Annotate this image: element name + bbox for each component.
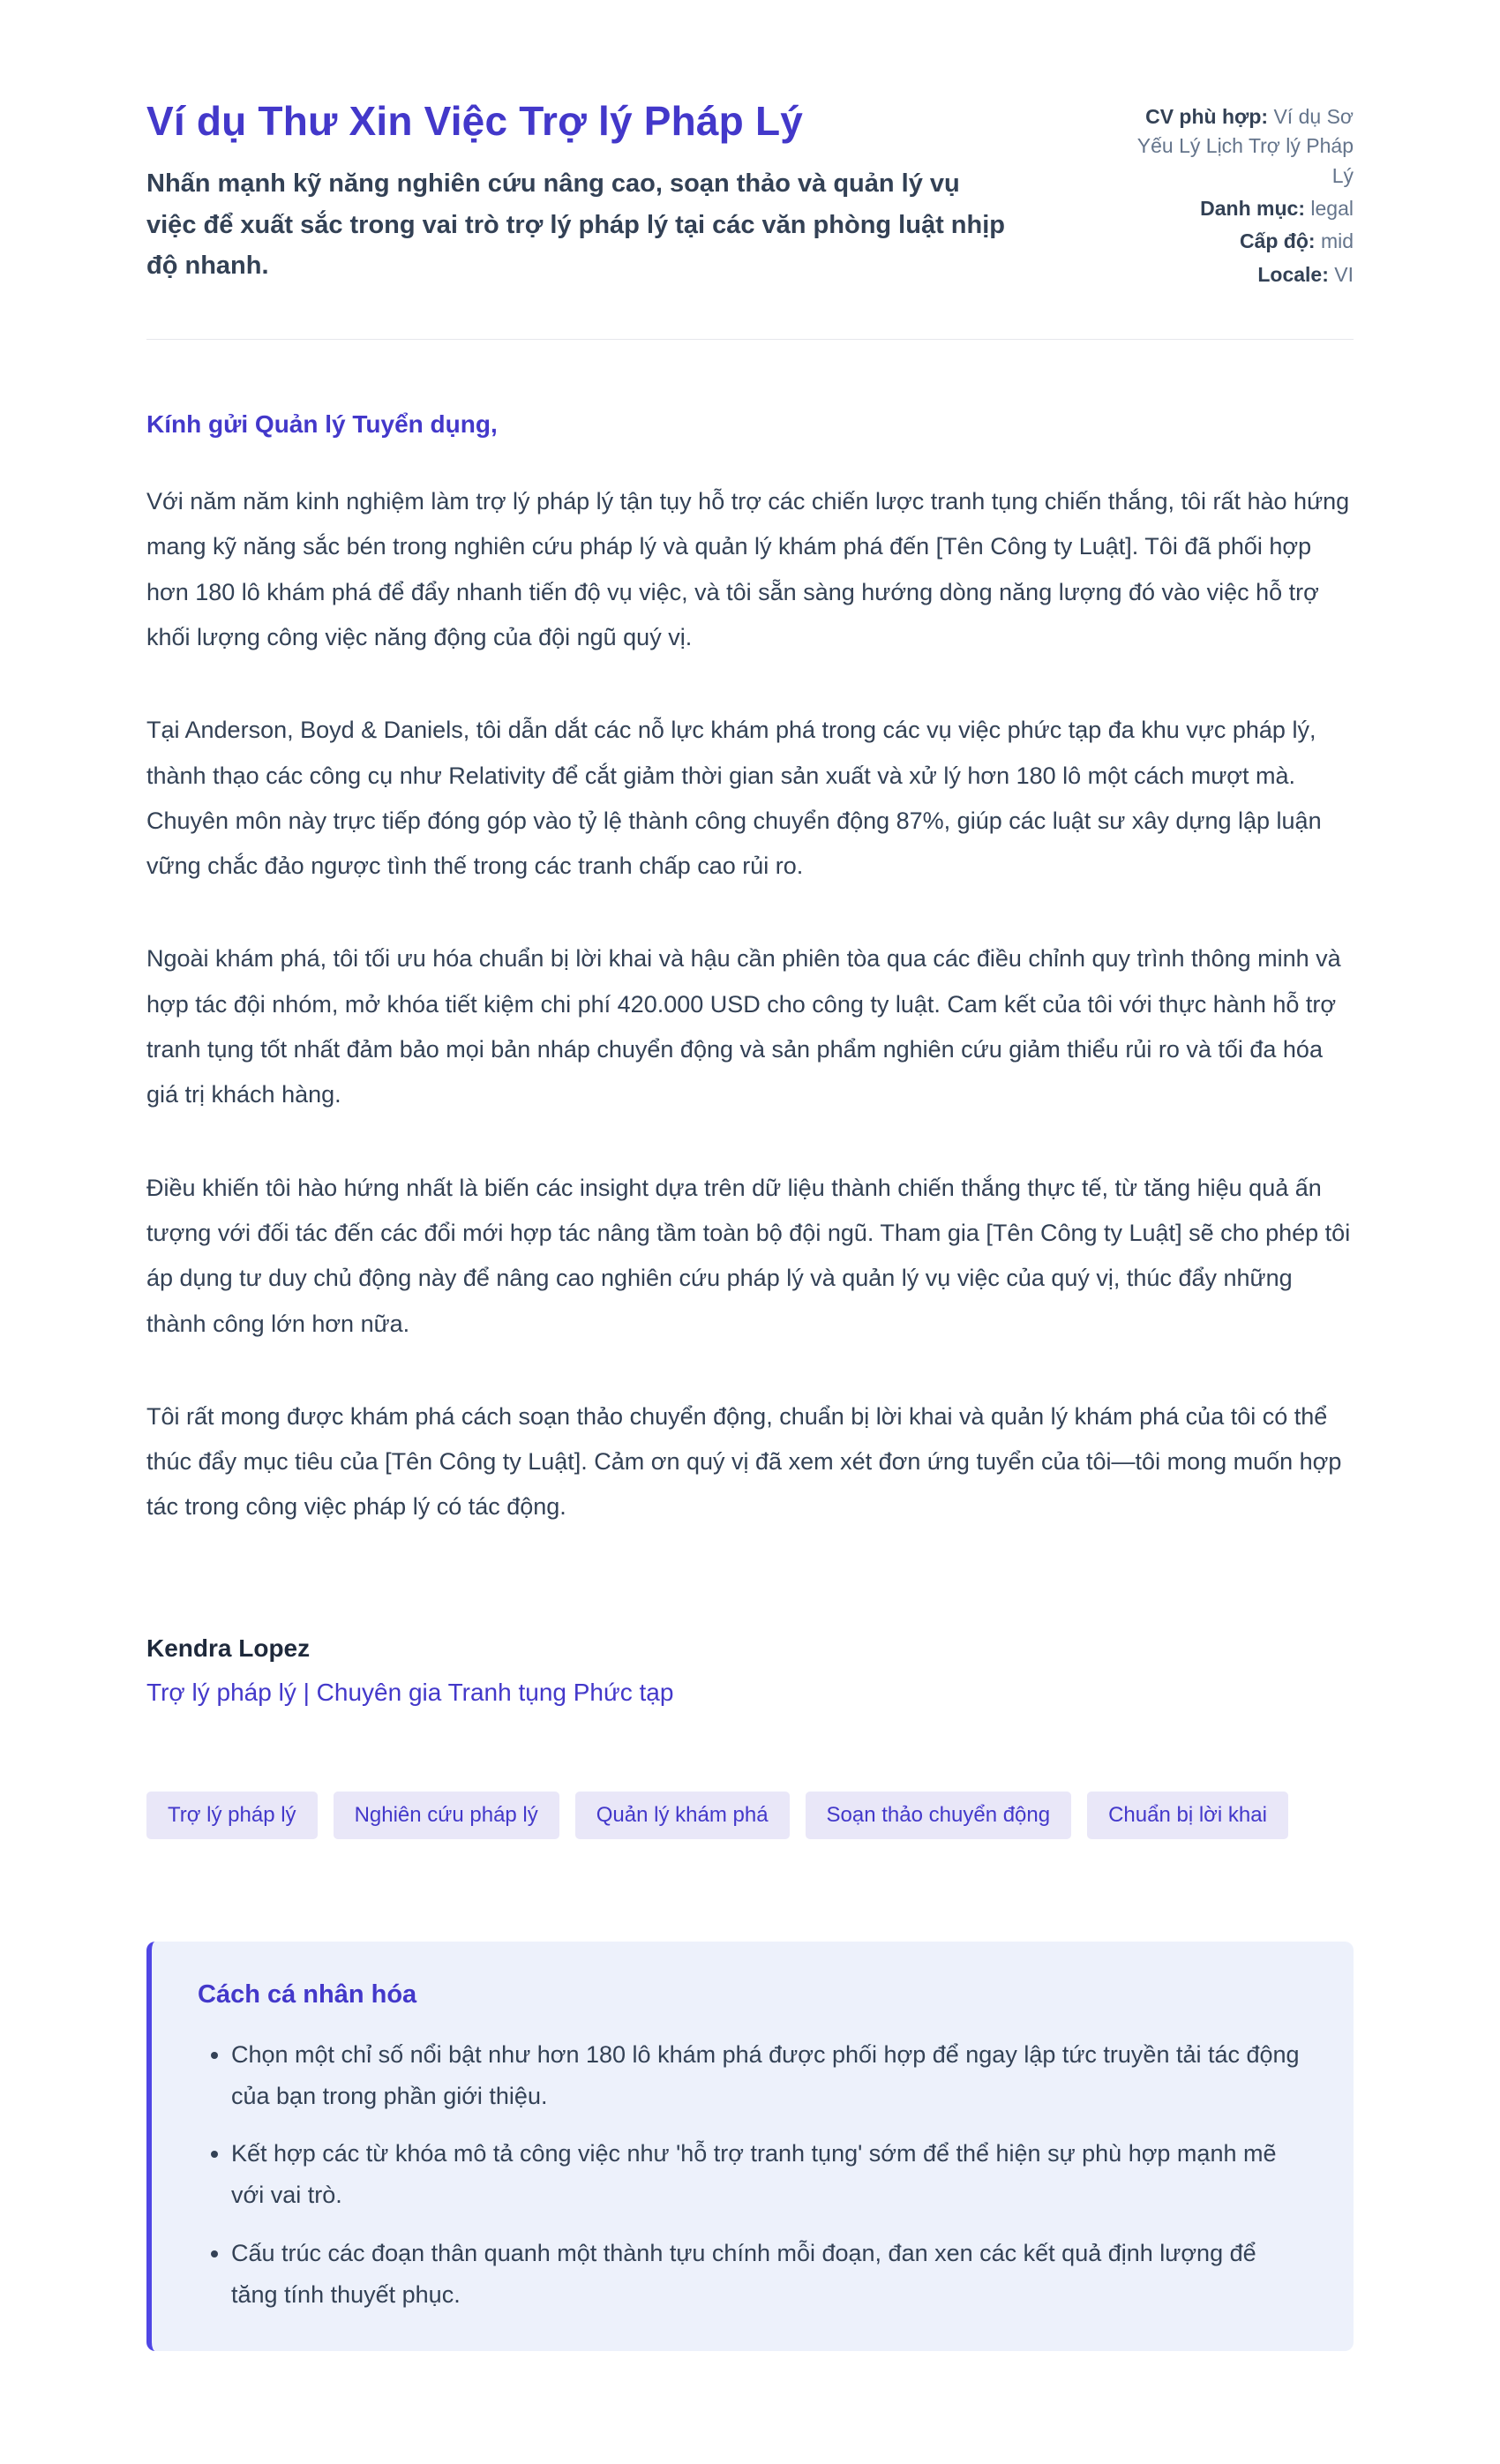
tag-chip-deposition-prep: Chuẩn bị lời khai (1087, 1792, 1288, 1839)
meta-label-locale: Locale: (1257, 262, 1329, 286)
tag-chip-discovery-management: Quản lý khám phá (575, 1792, 790, 1839)
signature-block (146, 1634, 1354, 1707)
document-meta (1115, 97, 1354, 293)
letter-paragraph-2: Tại Anderson, Boyd & Daniels, tôi dẫn dắt các nỗ lực khám phá trong các vụ việc phức tạp đa khu vực pháp lý, thành thạo các công cụ như Relativity để cắt giảm thời gian sản xuất và xử lý hơn 180 lô một cách mượt mà. Chuyên môn này trực tiếp đóng góp vào tỷ lệ thành công chuyển động 87%, giúp các luật sư xây dựng lập luận vững chắc đảo ngược tình thế trong các tranh chấp cao rủi ro. (146, 717, 1322, 880)
letter-paragraph-1: Với năm năm kinh nghiệm làm trợ lý pháp lý tận tụy hỗ trợ các chiến lược tranh tụng chiến thắng, tôi rất hào hứng mang kỹ năng sắc bén trong nghiên cứu pháp lý và quản lý khám phá đến [Tên Công ty Luật]. Tôi đã phối hợp hơn 180 lô khám phá để đẩy nhanh tiến độ vụ việc, và tôi sẵn sàng hướng dòng năng lượng đó vào việc hỗ trợ khối lượng công việc năng động của đội ngũ quý vị. (146, 488, 1350, 650)
letter-greeting: Kính gửi Quản lý Tuyển dụng, (146, 410, 498, 439)
header-divider (146, 339, 1354, 340)
meta-label-cv: CV phù hợp: (1145, 105, 1269, 128)
letter-paragraph-4: Điều khiến tôi hào hứng nhất là biến các insight dựa trên dữ liệu thành chiến thắng thực tế, từ tăng hiệu quả ấn tượng với đối tác đến các đổi mới hợp tác nâng tầm toàn bộ đội ngũ. Tham gia [Tên Công ty Luật] sẽ cho phép tôi áp dụng tư duy chủ động này để nâng cao nghiên cứu pháp lý và quản lý vụ việc của quý vị, thúc đẩy những thành công lớn hơn nữa. (146, 1174, 1351, 1337)
meta-label-category: Danh mục: (1200, 197, 1305, 221)
page-title: Ví dụ Thư Xin Việc Trợ lý Pháp Lý (146, 98, 804, 144)
callout-item-2: • Kết hợp các từ khóa mô tả công việc như 'hỗ trợ tranh tụng' sớm để thể hiện sự phù hợp mạnh mẽ với vai trò. (231, 2133, 1308, 2217)
signature-role: Trợ lý pháp lý | Chuyên gia Tranh tụng Phức tạp (146, 1678, 674, 1706)
page-header (146, 97, 1354, 293)
meta-row-category (1115, 194, 1354, 223)
meta-value-locale: VI (1334, 262, 1354, 286)
letter-paragraph-3: Ngoài khám phá, tôi tối ưu hóa chuẩn bị lời khai và hậu cần phiên tòa qua các điều chỉnh quy trình thông minh và hợp tác đội nhóm, mở khóa tiết kiệm chi phí 420.000 USD cho công ty luật. Cam kết của tôi với thực hành hỗ trợ tranh tụng tốt nhất đảm bảo mọi bản nháp chuyển động và sản phẩm nghiên cứu giảm thiểu rủi ro và tối đa hóa giá trị khách hàng. (146, 945, 1341, 1108)
tag-chip-legal-assistant: Trợ lý pháp lý (146, 1792, 318, 1839)
meta-row-cv (1115, 102, 1354, 191)
signature-name: Kendra Lopez (146, 1634, 311, 1662)
page-subtitle: Nhấn mạnh kỹ năng nghiên cứu nâng cao, soạn thảo và quản lý vụ việc để xuất sắc trong vai trò trợ lý pháp lý tại các văn phòng luật nhịp độ nhanh. (146, 169, 1006, 280)
skill-tag-list (146, 1792, 1354, 1839)
meta-value-category: legal (1310, 197, 1354, 221)
meta-label-level: Cấp độ: (1239, 229, 1316, 253)
meta-value-cv: Ví dụ Sơ Yếu Lý Lịch Trợ lý Pháp Lý (1136, 105, 1354, 187)
callout-title: Cách cá nhân hóa (198, 1979, 417, 2009)
tag-chip-legal-research: Nghiên cứu pháp lý (334, 1792, 559, 1839)
personalization-callout (146, 1942, 1354, 2352)
letter-paragraph-5: Tôi rất mong được khám phá cách soạn thảo chuyển động, chuẩn bị lời khai và quản lý khám phá của tôi có thể thúc đẩy mục tiêu của [Tên Công ty Luật]. Cảm ơn quý vị đã xem xét đơn ứng tuyển của tôi—tôi mong muốn hợp tác trong công việc pháp lý có tác động. (146, 1402, 1342, 1521)
callout-item-1: • Chọn một chỉ số nổi bật như hơn 180 lô khám phá được phối hợp để ngay lập tức truyền tải tác động của bạn trong phần giới thiệu. (231, 2034, 1308, 2118)
tag-chip-motion-drafting: Soạn thảo chuyển động (806, 1792, 1072, 1839)
meta-row-level (1115, 227, 1354, 256)
callout-item-3: • Cấu trúc các đoạn thân quanh một thành tựu chính mỗi đoạn, đan xen các kết quả định lượng để tăng tính thuyết phục. (231, 2233, 1308, 2317)
cover-letter-body (146, 410, 1354, 1707)
title-block (146, 97, 1011, 286)
meta-row-locale (1115, 260, 1354, 289)
callout-list (198, 2034, 1308, 2317)
meta-value-level: mid (1320, 229, 1354, 253)
